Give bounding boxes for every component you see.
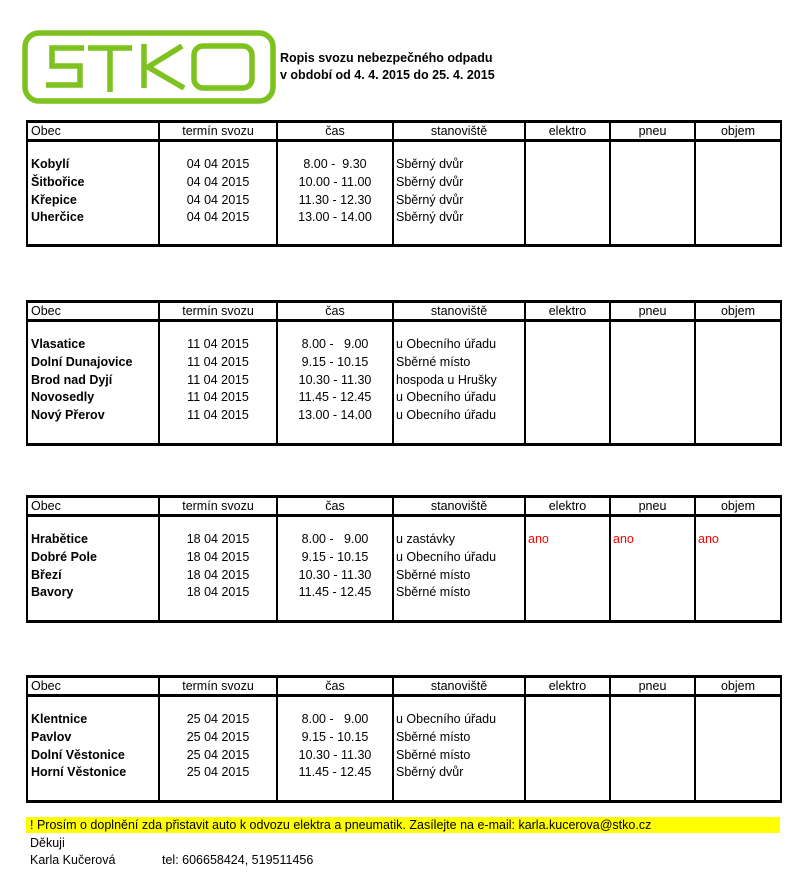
cell-termin: 11 04 2015	[187, 390, 249, 405]
thanks-text: Děkuji	[30, 836, 65, 850]
signature-name: Karla Kučerová	[30, 853, 116, 867]
cell-stan: Sběrný dvůr	[396, 210, 464, 225]
cell-objem	[698, 764, 780, 782]
cell-obec: Hrabětice	[31, 532, 88, 546]
cell-elektro	[528, 549, 609, 567]
cell-pneu	[613, 209, 694, 227]
cell-termin: 11 04 2015	[187, 372, 249, 387]
cell-cas: 8.00 - 9.30	[303, 157, 367, 171]
cell-termin: 04 04 2015	[186, 210, 250, 225]
column-header: elektro	[525, 122, 610, 141]
column-header: pneu	[610, 497, 695, 516]
cell-pneu	[613, 192, 694, 210]
cell-termin: 18 04 2015	[186, 585, 250, 600]
column-header: termín svozu	[159, 302, 277, 321]
cell-termin: 11 04 2015	[187, 354, 249, 369]
cell-objem	[698, 336, 780, 354]
cell-obec: Bavory	[31, 585, 74, 600]
column-header: Obec	[27, 677, 159, 696]
cell-pneu	[613, 174, 694, 192]
column-header: elektro	[525, 677, 610, 696]
cell-obec: Horní Věstonice	[31, 765, 127, 780]
cell-termin: 25 04 2015	[186, 765, 250, 780]
column-header: objem	[695, 122, 781, 141]
schedule-table	[26, 300, 782, 446]
cell-pneu	[613, 156, 694, 174]
column-header: čas	[277, 122, 393, 141]
cell-obec: Klentnice	[31, 712, 88, 726]
document-title	[280, 50, 495, 84]
cell-pneu	[613, 372, 694, 390]
column-header: stanoviště	[393, 122, 525, 141]
cell-termin: 11 04 2015	[187, 337, 249, 351]
schedule-table	[26, 675, 782, 803]
cell-elektro: ano	[528, 532, 549, 546]
column-obec	[27, 321, 159, 445]
column-header: čas	[277, 497, 393, 516]
cell-cas: 11.45 - 12.45	[298, 765, 372, 780]
cell-stan: u Obecního úřadu	[396, 337, 497, 351]
column-header: objem	[695, 677, 781, 696]
cell-cas: 10.00 - 11.00	[298, 174, 372, 189]
cell-elektro	[528, 372, 609, 390]
cell-pneu	[613, 389, 694, 407]
cell-pneu: ano	[613, 532, 634, 546]
column-header: čas	[277, 677, 393, 696]
cell-objem	[698, 389, 780, 407]
cell-objem: ano	[698, 532, 719, 546]
cell-elektro	[528, 389, 609, 407]
schedule-table	[26, 120, 782, 247]
cell-objem	[698, 174, 780, 192]
cell-elektro	[528, 567, 609, 585]
cell-objem	[698, 729, 780, 747]
cell-pneu	[613, 747, 694, 765]
cell-elektro	[528, 407, 609, 425]
phone-numbers: tel: 606658424, 519511456	[162, 853, 314, 867]
column-termin	[159, 516, 277, 622]
header-row	[27, 122, 781, 141]
cell-elektro	[528, 192, 609, 210]
column-stan	[393, 141, 525, 246]
cell-cas: 8.00 - 9.00	[301, 337, 369, 351]
cell-obec: Dolní Dunajovice	[31, 354, 133, 369]
cell-termin: 04 04 2015	[186, 157, 250, 171]
cell-pneu	[613, 407, 694, 425]
column-header: stanoviště	[393, 497, 525, 516]
cell-obec: Vlasatice	[31, 337, 86, 351]
header-row	[27, 302, 781, 321]
cell-cas: 11.45 - 12.45	[298, 585, 372, 600]
cell-elektro	[528, 764, 609, 782]
cell-cas: 13.00 - 14.00	[298, 210, 372, 225]
cell-obec: Křepice	[31, 192, 77, 207]
cell-cas: 11.30 - 12.30	[298, 192, 372, 207]
cell-stan: Sběrné místo	[396, 747, 471, 762]
cell-stan: u Obecního úřadu	[396, 549, 497, 564]
cell-cas: 9.15 - 10.15	[301, 354, 369, 369]
cell-elektro	[528, 711, 609, 729]
column-header: termín svozu	[159, 122, 277, 141]
cell-cas: 13.00 - 14.00	[298, 408, 372, 423]
column-header: stanoviště	[393, 677, 525, 696]
cell-obec: Březí	[31, 567, 62, 582]
cell-stan: Sběrný dvůr	[396, 174, 464, 189]
cell-objem	[698, 407, 780, 425]
cell-cas: 8.00 - 9.00	[301, 532, 369, 546]
column-obec	[27, 516, 159, 622]
cell-pneu	[613, 549, 694, 567]
cell-termin: 18 04 2015	[186, 567, 250, 582]
column-header: Obec	[27, 302, 159, 321]
column-elektro	[525, 516, 610, 622]
cell-objem	[698, 711, 780, 729]
column-header: objem	[695, 302, 781, 321]
column-header: elektro	[525, 497, 610, 516]
cell-cas: 10.30 - 11.30	[298, 747, 372, 762]
column-stan	[393, 321, 525, 445]
column-elektro	[525, 141, 610, 246]
cell-termin: 11 04 2015	[187, 408, 249, 423]
cell-termin: 25 04 2015	[186, 712, 250, 726]
cell-objem	[698, 192, 780, 210]
cell-elektro	[528, 336, 609, 354]
stko-logo	[22, 30, 276, 104]
column-cas	[277, 696, 393, 802]
cell-cas: 10.30 - 11.30	[298, 372, 372, 387]
column-termin	[159, 696, 277, 802]
cell-obec: Kobylí	[31, 157, 70, 171]
cell-objem	[698, 567, 780, 585]
title-line-1: Ropis svozu nebezpečného odpadu	[280, 51, 493, 65]
cell-elektro	[528, 729, 609, 747]
column-header: elektro	[525, 302, 610, 321]
column-objem	[695, 516, 781, 622]
cell-obec: Pavlov	[31, 729, 72, 744]
column-termin	[159, 141, 277, 246]
cell-obec: Novosedly	[31, 390, 95, 405]
cell-cas: 9.15 - 10.15	[301, 729, 369, 744]
cell-termin: 18 04 2015	[186, 532, 250, 546]
cell-stan: Sběrné místo	[396, 567, 471, 582]
column-header: pneu	[610, 302, 695, 321]
cell-objem	[698, 209, 780, 227]
column-objem	[695, 696, 781, 802]
cell-pneu	[613, 729, 694, 747]
cell-stan: Sběrné místo	[396, 354, 471, 369]
cell-stan: u zastávky	[396, 532, 456, 546]
column-obec	[27, 696, 159, 802]
cell-stan: Sběrné místo	[396, 729, 471, 744]
cell-stan: u Obecního úřadu	[396, 390, 497, 405]
cell-obec: Šitbořice	[31, 174, 85, 189]
column-objem	[695, 141, 781, 246]
cell-stan: hospoda u Hrušky	[396, 372, 497, 387]
cell-elektro	[528, 584, 609, 602]
column-header: čas	[277, 302, 393, 321]
column-cas	[277, 141, 393, 246]
cell-cas: 9.15 - 10.15	[301, 549, 369, 564]
cell-pneu	[613, 764, 694, 782]
cell-pneu	[613, 567, 694, 585]
column-elektro	[525, 321, 610, 445]
column-obec	[27, 141, 159, 246]
cell-cas: 11.45 - 12.45	[298, 390, 372, 405]
column-pneu	[610, 141, 695, 246]
column-header: Obec	[27, 122, 159, 141]
cell-termin: 04 04 2015	[186, 174, 250, 189]
schedule-table	[26, 495, 782, 623]
cell-termin: 18 04 2015	[186, 549, 250, 564]
cell-obec: Nový Přerov	[31, 408, 105, 423]
cell-termin: 25 04 2015	[186, 729, 250, 744]
cell-stan: u Obecního úřadu	[396, 712, 497, 726]
cell-pneu	[613, 711, 694, 729]
cell-obec: Uherčice	[31, 210, 84, 225]
column-header: Obec	[27, 497, 159, 516]
cell-obec: Brod nad Dyjí	[31, 372, 113, 387]
column-stan	[393, 516, 525, 622]
cell-stan: Sběrné místo	[396, 585, 471, 600]
column-header: termín svozu	[159, 497, 277, 516]
cell-stan: Sběrný dvůr	[396, 157, 464, 171]
column-header: termín svozu	[159, 677, 277, 696]
column-header: pneu	[610, 677, 695, 696]
note-highlight: ! Prosím o doplnění zda přistavit auto k odvozu elektra a pneumatik. Zasílejte na e-mail: karla.kucerova@stko.cz	[26, 817, 780, 833]
column-header: pneu	[610, 122, 695, 141]
cell-objem	[698, 584, 780, 602]
cell-elektro	[528, 174, 609, 192]
header-row	[27, 497, 781, 516]
column-stan	[393, 696, 525, 802]
column-pneu	[610, 516, 695, 622]
cell-pneu	[613, 336, 694, 354]
cell-stan: Sběrný dvůr	[396, 192, 464, 207]
column-pneu	[610, 696, 695, 802]
cell-elektro	[528, 156, 609, 174]
column-cas	[277, 321, 393, 445]
cell-termin: 25 04 2015	[186, 747, 250, 762]
cell-obec: Dobré Pole	[31, 549, 97, 564]
column-objem	[695, 321, 781, 445]
cell-obec: Dolní Věstonice	[31, 747, 125, 762]
cell-objem	[698, 354, 780, 372]
cell-termin: 04 04 2015	[186, 192, 250, 207]
column-termin	[159, 321, 277, 445]
column-pneu	[610, 321, 695, 445]
cell-elektro	[528, 209, 609, 227]
cell-elektro	[528, 354, 609, 372]
cell-pneu	[613, 584, 694, 602]
cell-elektro	[528, 747, 609, 765]
cell-objem	[698, 156, 780, 174]
cell-cas: 10.30 - 11.30	[298, 567, 372, 582]
title-line-2: v období od 4. 4. 2015 do 25. 4. 2015	[280, 68, 495, 82]
column-elektro	[525, 696, 610, 802]
cell-stan: Sběrný dvůr	[396, 765, 464, 780]
header-row	[27, 677, 781, 696]
cell-objem	[698, 549, 780, 567]
column-header: objem	[695, 497, 781, 516]
cell-objem	[698, 372, 780, 390]
cell-stan: u Obecního úřadu	[396, 408, 497, 423]
column-header: stanoviště	[393, 302, 525, 321]
cell-cas: 8.00 - 9.00	[301, 712, 369, 726]
cell-objem	[698, 747, 780, 765]
column-cas	[277, 516, 393, 622]
cell-pneu	[613, 354, 694, 372]
